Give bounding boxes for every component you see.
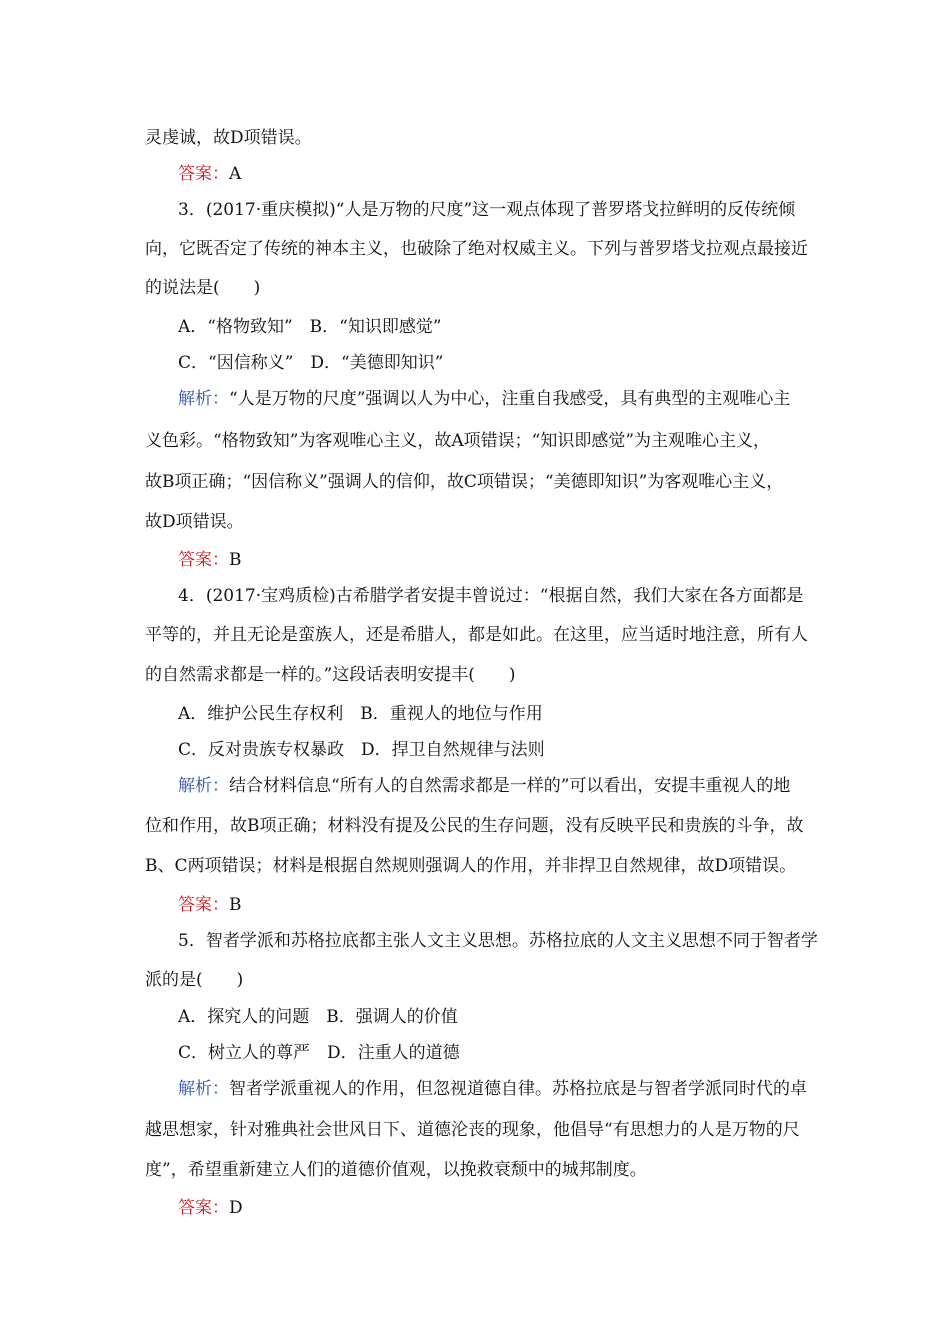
q4-stem-line-3: 的自然需求都是一样的。”这段话表明安提丰( ) [145, 665, 516, 685]
q3-analysis-line-4: 故D项错误。 [145, 512, 244, 532]
q3-analysis-line-3: 故B项正确；“因信称义”强调人的信仰，故C项错误；“美德即知识”为客观唯心主义， [145, 472, 784, 492]
analysis-label: 解析： [178, 776, 229, 796]
q3-stem-line-2: 向，它既否定了传统的神本主义，也破除了绝对权威主义。下列与普罗塔戈拉观点最接近 [145, 239, 808, 259]
q4-analysis-line-2: 位和作用，故B项正确；材料没有提及公民的生存问题，没有反映平民和贵族的斗争，故 [145, 816, 804, 836]
q5-options-line-1: A．探究人的问题 B．强调人的价值 [178, 1007, 458, 1027]
answer-label: 答案： [178, 550, 229, 570]
q3-analysis-line-2: 义色彩。“格物致知”为客观唯心主义，故A项错误；“知识即感觉”为主观唯心主义， [145, 431, 771, 451]
q3-stem-line-3: 的说法是( ) [145, 278, 261, 298]
q3-answer [178, 548, 843, 572]
q5-stem-line-1: 5．智者学派和苏格拉底都主张人文主义思想。苏格拉底的人文主义思想不同于智者学 [178, 931, 818, 951]
q5-stem-line-2: 派的是( ) [145, 970, 244, 990]
q4-options-line-2: C．反对贵族专权暴政 D．捍卫自然规律与法则 [178, 740, 545, 760]
q4-analysis-line-3: B、C两项错误；材料是根据自然规则强调人的作用，并非捍卫自然规律，故D项错误。 [145, 856, 797, 876]
q5-answer [178, 1196, 843, 1220]
q3-options-line-2: C．“因信称义” D．“美德即知识” [178, 353, 444, 373]
q5-analysis-line-3: 度”，希望重新建立人们的道德价值观，以挽救衰颓中的城邦制度。 [145, 1160, 647, 1180]
q5-analysis-line-2: 越思想家，针对雅典社会世风日下、道德沦丧的现象，他倡导“有思想力的人是万物的尺 [145, 1120, 800, 1140]
analysis-label: 解析： [178, 1079, 229, 1099]
q5-analysis-line-1: 解析：智者学派重视人的作用，但忽视道德自律。苏格拉底是与智者学派同时代的卓 [178, 1079, 807, 1099]
q4-stem-line-2: 平等的，并且无论是蛮族人，还是希腊人，都是如此。在这里，应当适时地注意，所有人 [145, 625, 808, 645]
q4-stem-line-1: 4．(2017·宝鸡质检)古希腊学者安提丰曾说过：“根据自然，我们大家在各方面都是 [178, 586, 804, 606]
answer-label: 答案： [178, 895, 229, 915]
q5-options-line-2: C．树立人的尊严 D．注重人的道德 [178, 1043, 460, 1063]
answer-value: B [229, 550, 242, 570]
q4-analysis-line-1: 解析：结合材料信息“所有人的自然需求都是一样的”可以看出，安提丰重视人的地 [178, 776, 791, 796]
q3-stem-line-1: 3．(2017·重庆模拟)“人是万物的尺度”这一观点体现了普罗塔戈拉鲜明的反传统倾 [178, 200, 796, 220]
answer-value: A [229, 164, 242, 184]
q2-answer [178, 162, 843, 186]
answer-value: B [229, 895, 242, 915]
q4-answer [178, 893, 843, 917]
carryover-line: 灵虔诚，故D项错误。 [145, 128, 312, 148]
q3-analysis-line-1: 解析：“人是万物的尺度”强调以人为中心，注重自我感受，具有典型的主观唯心主 [178, 389, 791, 409]
q3-options-line-1: A．“格物致知” B．“知识即感觉” [178, 317, 442, 337]
answer-value: D [229, 1198, 243, 1218]
q4-options-line-1: A．维护公民生存权利 B．重视人的地位与作用 [178, 704, 543, 724]
analysis-label: 解析： [178, 389, 229, 409]
answer-label: 答案： [178, 164, 229, 184]
answer-label: 答案： [178, 1198, 229, 1218]
